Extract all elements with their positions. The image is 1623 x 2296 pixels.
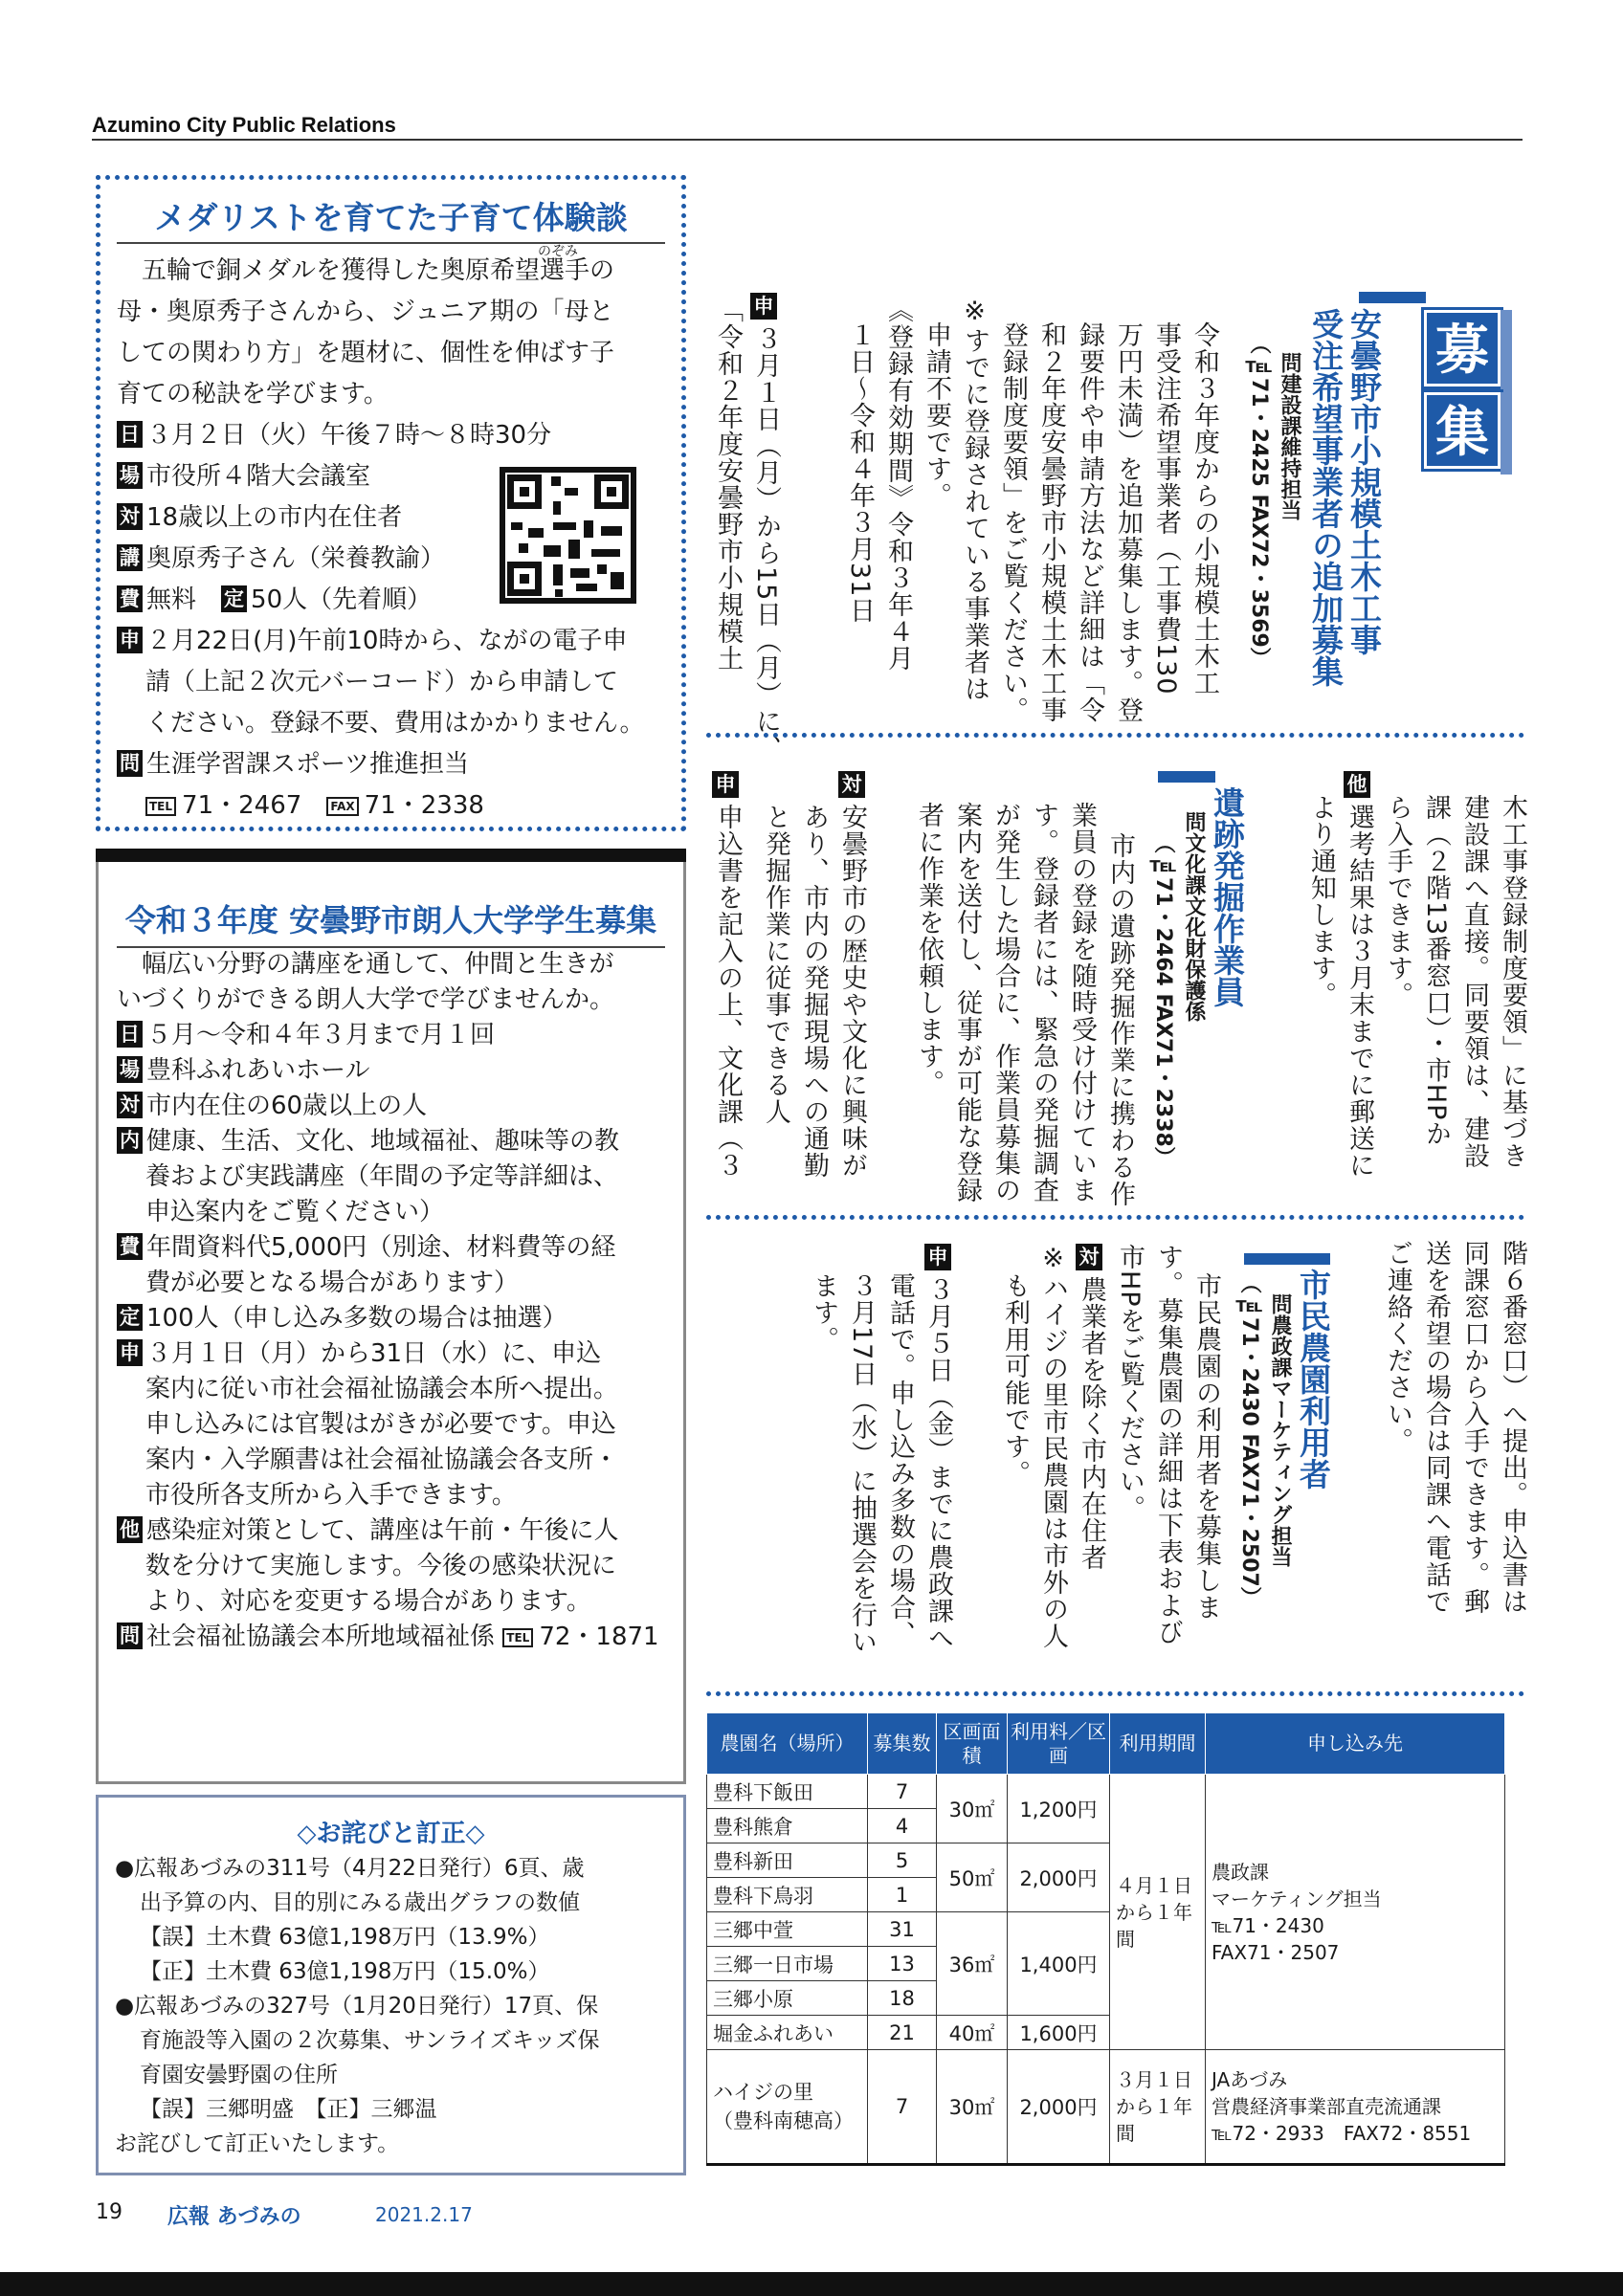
medal-intro-line: しての関わり方」を題材に、個性を伸ばす子: [117, 339, 615, 367]
civil-text: １日～令和４年３月31日: [845, 321, 875, 625]
name-ruby: のぞみ: [538, 244, 578, 259]
college-target: 市内在住の60歳以上の人: [146, 1092, 428, 1120]
contact-tag: 問: [117, 750, 143, 777]
errata-line: 育園安曇野園の住所: [140, 2063, 338, 2087]
target-tag: 対: [117, 503, 143, 530]
college-apply: 市役所各支所から入手できます。: [145, 1481, 517, 1510]
college-tel: 72・1871: [539, 1623, 659, 1651]
table-row: [707, 1775, 1505, 1809]
civil-contact: 問建設課維持担当: [1278, 352, 1301, 520]
medal-intro-line: 育ての秘訣を学びます。: [117, 380, 389, 408]
title-accent-bar: [1359, 292, 1426, 303]
excavation-text: 申込書を記入の上、文化課（３: [713, 804, 743, 1179]
civil-text: 建設課へ直接。同要領は、建設: [1459, 794, 1489, 1169]
title-accent-bar: [1244, 1253, 1330, 1265]
farm-period: ４月１日から１年間: [1110, 1775, 1206, 2050]
medal-intro-line: 五輪で銅メダルを獲得した奥原希望選手の: [142, 256, 615, 285]
college-content: 申込案内をご覧ください）: [145, 1198, 445, 1226]
college-content: 養および実践講座（年間の予定等詳細は、: [145, 1162, 619, 1191]
apply-line: ください。登録不要、費用はかかりません。: [145, 709, 645, 738]
date-tag: 日: [117, 1021, 143, 1048]
contact-dept: 生涯学習課スポーツ推進担当: [146, 750, 469, 779]
college-apply: 申し込みには官製はがきが必要です。申込: [145, 1410, 616, 1439]
excavation-text: と発掘作業に従事できる人: [761, 804, 790, 1125]
farm-count: 5: [868, 1843, 937, 1878]
civil-text: ※すでに登録されている事業者は: [960, 297, 989, 702]
header-divider: [92, 139, 1523, 141]
college-intro-line: いづくりができる朗人大学で学びませんか。: [117, 985, 615, 1014]
civil-text: 和２年度安曇野市小規模土木工事: [1036, 321, 1066, 723]
civil-tel: （℡71・2425 FAX72・3569）: [1247, 333, 1271, 669]
tel-icon: TEL: [502, 1628, 533, 1647]
apply-dept: 農政課: [1212, 1860, 1269, 1884]
lecturer-tag: 講: [117, 544, 143, 571]
content-tag: 内: [117, 1127, 143, 1154]
tel-icon: TEL: [145, 797, 176, 816]
farm-name: 三郷小原: [707, 1981, 868, 2016]
place-tag: 場: [117, 462, 143, 489]
header-title: Azumino City Public Relations: [92, 113, 396, 137]
farm-name: 豊科下鳥羽: [707, 1878, 868, 1912]
college-capacity: 100人（申し込み多数の場合は抽選）: [146, 1304, 567, 1333]
excavation-text: 階６番窓口）へ提出。申込書は: [1498, 1240, 1527, 1615]
farm-name: 豊科熊倉: [707, 1809, 868, 1843]
farm-contact: 問農政課マーケティング担当: [1268, 1293, 1292, 1567]
excavation-text: す。登録者には、緊急の発掘調査: [1029, 802, 1058, 1203]
farm-count: 4: [868, 1809, 937, 1843]
apply-tel: ℡71・2430: [1212, 1913, 1324, 1937]
fee-tag: 費: [117, 1233, 143, 1260]
excavation-text: あり、市内の発掘現場への通勤: [799, 804, 829, 1179]
farm-name: 豊科新田: [707, 1843, 868, 1878]
farm-fee: 1,400円: [1008, 1912, 1110, 2016]
excavation-text: 安曇野市の歴史や文化に興味が: [837, 804, 867, 1179]
farm-count: 21: [868, 2016, 937, 2050]
apply-line: ２月22日(月)午前10時から、ながの電子申: [146, 627, 628, 655]
heidi-name: ハイジの里: [713, 2081, 813, 2104]
column-header: 申し込み先: [1206, 1713, 1505, 1775]
college-apply: 案内に従い市社会福祉協議会本所へ提出。: [145, 1375, 619, 1403]
recruitment-emblem: [1424, 297, 1512, 469]
college-intro-line: 幅広い分野の講座を通して、仲間と生きが: [142, 950, 614, 979]
apply-section: マーケティング担当: [1212, 1887, 1382, 1910]
target-tag: 対: [838, 771, 865, 798]
capacity-tag: 定: [221, 585, 247, 612]
event-target: 18歳以上の市内在住者: [146, 503, 403, 532]
medal-article-title: メダリストを育てた子育て体験談: [117, 193, 665, 244]
apply-tag: 申: [750, 293, 777, 320]
fax-number: 71・2338: [364, 791, 484, 820]
college-fee: 年間資料代5,000円（別途、材料費等の経: [146, 1233, 616, 1262]
farm-count: 18: [868, 1981, 937, 2016]
emblem-char: 集: [1424, 392, 1501, 469]
other-tag: 他: [1344, 771, 1370, 798]
excavation-text: 業員の登録を随時受け付けていま: [1067, 802, 1097, 1203]
civil-text: ３月１日（月）から15日（月）に、: [751, 325, 781, 762]
errata-body: [115, 1851, 679, 2161]
excavation-text: が発生した場合に、作業員募集の: [990, 802, 1020, 1203]
event-fee: 無料: [146, 585, 197, 614]
column-header: 区画面積: [937, 1713, 1008, 1775]
civil-text: より通知します。: [1306, 794, 1336, 1008]
farm-count: 13: [868, 1947, 937, 1981]
farm-title: 市民農園利用者: [1295, 1269, 1332, 1490]
column-header: 利用料／区画: [1008, 1713, 1110, 1775]
civil-text: 課（２階13番窓口）・市HPか: [1421, 794, 1451, 1148]
excavation-text: 同課窓口から入手できます。郵: [1459, 1240, 1489, 1615]
event-place: 市役所４階大会議室: [146, 462, 371, 491]
farm-area: 40㎡: [937, 2016, 1008, 2050]
errata-line: 【誤】三郷明盛 【正】三郷温: [140, 2097, 437, 2122]
civil-title-line2: 受注希望事業者の追加募集: [1307, 308, 1345, 687]
farm-text: 市民農園の利用者を募集しま: [1191, 1272, 1221, 1621]
farm-count: 7: [868, 1775, 937, 1809]
civil-text: 登録制度要領」をご覧ください。: [998, 321, 1028, 723]
farm-name: 三郷中萱: [707, 1912, 868, 1947]
errata-line: お詫びして訂正いたします。: [115, 2131, 400, 2156]
column-header: 農園名（場所）: [707, 1713, 868, 1775]
civil-title-line1: 安曇野市小規模土木工事: [1345, 308, 1383, 655]
date-tag: 日: [117, 421, 143, 448]
farm-table: [706, 1712, 1505, 2166]
college-apply: ３月１日（月）から31日（水）に、申込: [146, 1339, 602, 1368]
excavation-title: 遺跡発掘作業員: [1209, 786, 1246, 1007]
publication-date: 2021.2.17: [375, 2203, 473, 2226]
civil-text: 録要件や申請方法など詳細は「令: [1075, 321, 1104, 723]
farm-period: ３月１日から１年間: [1110, 2050, 1206, 2165]
apply-tag: 申: [117, 627, 143, 653]
farm-apply-contact: [1206, 1775, 1505, 2050]
excavation-text: ご連絡ください。: [1383, 1240, 1412, 1454]
errata-line: 【正】土木費 63億1,198万円（15.0%）: [140, 1959, 550, 1984]
column-header: 利用期間: [1110, 1713, 1206, 1775]
college-other: 感染症対策として、講座は午前・午後に人: [146, 1516, 619, 1545]
section-separator: [706, 1691, 1524, 1696]
errata-line: 【誤】土木費 63億1,198万円（13.9%）: [140, 1925, 550, 1950]
place-tag: 場: [117, 1056, 143, 1083]
civil-text: 木工事登録制度要領」に基づき: [1498, 794, 1527, 1169]
farm-text: 農業者を除く市内在住者: [1077, 1276, 1106, 1571]
farm-apply-contact: [1206, 2050, 1505, 2165]
errata-title: ◇お詫びと訂正◇: [297, 1820, 485, 1848]
section-separator: [706, 733, 1524, 738]
farm-fee: 1,200円: [1008, 1775, 1110, 1843]
farm-area: 50㎡: [937, 1843, 1008, 1912]
excavation-text: 市内の遺跡発掘作業に携わる作: [1105, 832, 1135, 1207]
farm-fee: 2,000円: [1008, 2050, 1110, 2165]
excavation-text: 案内を送付し、従事が可能な登録: [952, 802, 982, 1203]
civil-text: 選考結果は３月末までに郵送に: [1345, 804, 1374, 1179]
target-tag: 対: [1076, 1244, 1102, 1270]
civil-text: ら入手できます。: [1383, 794, 1412, 1008]
column-header: 募集数: [868, 1713, 937, 1775]
farm-name: 豊科下飯田: [707, 1775, 868, 1809]
college-contact: 社会福祉協議会本所地域福祉係: [146, 1623, 496, 1651]
errata-line: 出予算の内、目的別にみる歳出グラフの数値: [140, 1890, 580, 1915]
farm-text: 電話で。申し込み多数の場合、: [885, 1272, 915, 1647]
college-article-body: [117, 947, 677, 1655]
contact-tag: 問: [117, 1623, 143, 1649]
farm-text: 市HPをご覧ください。: [1115, 1244, 1145, 1522]
farm-text: す。募集農園の詳細は下表および: [1153, 1244, 1183, 1645]
event-date: ３月２日（火）午後７時～８時30分: [146, 421, 552, 450]
emblem-char: 募: [1424, 310, 1501, 386]
target-tag: 対: [117, 1092, 143, 1118]
apply-dept: JAあづみ: [1212, 2068, 1288, 2091]
farm-area: 36㎡: [937, 1912, 1008, 2016]
farm-count: 1: [868, 1878, 937, 1912]
farm-count: 7: [868, 2050, 937, 2165]
civil-text: 令和３年度からの小規模土木工: [1189, 321, 1219, 696]
farm-text: ※ハイジの里市民農園は市外の人: [1038, 1244, 1068, 1649]
college-header-bar: [96, 849, 686, 862]
farm-count: 31: [868, 1912, 937, 1947]
civil-text: 「令和２年度安曇野市小規模土: [713, 297, 743, 672]
qr-code-icon[interactable]: [500, 467, 636, 604]
college-article-title: 令和３年度 安曇野市朗人大学学生募集: [117, 896, 665, 948]
excavation-contact: 問文化課文化財保護係: [1182, 811, 1206, 1022]
farm-text: ３月５日（金）までに農政課へ: [923, 1276, 953, 1651]
table-row: [707, 2050, 1505, 2165]
apply-fax: FAX71・2507: [1212, 1940, 1340, 1964]
farm-text: ます。: [809, 1272, 838, 1353]
college-date: ５月～令和４年３月まで月１回: [146, 1021, 496, 1049]
college-apply: 案内・入学願書は社会福祉協議会各支所・: [145, 1446, 619, 1474]
heidi-location: （豊科南穂高）: [713, 2109, 854, 2132]
publication-name: 広報 あづみの: [167, 2205, 301, 2229]
title-accent-bar: [1158, 771, 1215, 783]
event-lecturer: 奥原秀子さん（栄養教諭）: [146, 544, 446, 573]
fax-icon: FAX: [326, 797, 358, 816]
farm-fee: 1,600円: [1008, 2016, 1110, 2050]
tel-number: 71・2467: [182, 791, 302, 820]
capacity-tag: 定: [117, 1304, 143, 1331]
college-fee: 費が必要となる場合があります）: [145, 1269, 520, 1297]
college-content: 健康、生活、文化、地域福祉、趣味等の教: [146, 1127, 620, 1156]
errata-line: 育施設等入園の２次募集、サンライズキッズ保: [140, 2028, 600, 2053]
college-other: 数を分けて実施します。今後の感染状況に: [145, 1552, 616, 1580]
civil-text: 《登録有効期間》令和３年４月: [883, 297, 913, 672]
farm-text: も利用可能です。: [1000, 1272, 1030, 1487]
civil-text: 事受注希望事業者（工事費130: [1151, 321, 1181, 695]
farm-name: 三郷一日市場: [707, 1947, 868, 1981]
fee-tag: 費: [117, 585, 143, 612]
excavation-text: 送を希望の場合は同課へ電話で: [1421, 1240, 1451, 1615]
apply-line: 請（上記２次元バーコード）から申請して: [145, 668, 619, 696]
page-number: 19: [96, 2200, 122, 2224]
farm-fee: 2,000円: [1008, 1843, 1110, 1912]
errata-line: ●広報あづみの327号（1月20日発行）17頁、保: [115, 1994, 599, 2019]
civil-text: 万円未満）を追加募集します。登: [1113, 321, 1143, 723]
apply-tel-fax: ℡72・2933 FAX72・8551: [1212, 2122, 1472, 2145]
civil-text: 申請不要です。: [922, 321, 951, 509]
farm-area: 30㎡: [937, 1775, 1008, 1843]
apply-tag: 申: [712, 771, 739, 798]
apply-tag: 申: [924, 1244, 951, 1270]
farm-area: 30㎡: [937, 2050, 1008, 2165]
farm-text: ３月17日（水）に抽選会を行い: [847, 1272, 877, 1656]
farm-tel: （℡71・2430 FAX71・2507）: [1237, 1272, 1261, 1608]
other-tag: 他: [117, 1516, 143, 1543]
farm-name: [707, 2050, 868, 2165]
errata-line: ●広報あづみの311号（4月22日発行）6頁、歳: [115, 1856, 585, 1881]
farm-name: 堀金ふれあい: [707, 2016, 868, 2050]
excavation-tel: （℡71・2464 FAX71・2338）: [1151, 832, 1175, 1168]
bottom-bar: [0, 2272, 1623, 2296]
medal-intro-line: 母・奥原秀子さんから、ジュニア期の「母と: [117, 298, 614, 326]
college-place: 豊科ふれあいホール: [146, 1056, 370, 1085]
apply-section: 営農経済事業部直売流通課: [1212, 2095, 1441, 2118]
excavation-text: 者に作業を依頼します。: [914, 802, 944, 1096]
college-other: より、対応を変更する場合があります。: [145, 1587, 591, 1616]
section-separator: [706, 1215, 1524, 1220]
event-capacity: 50人（先着順）: [251, 585, 433, 614]
table-header-row: [707, 1713, 1505, 1775]
apply-tag: 申: [117, 1339, 143, 1366]
